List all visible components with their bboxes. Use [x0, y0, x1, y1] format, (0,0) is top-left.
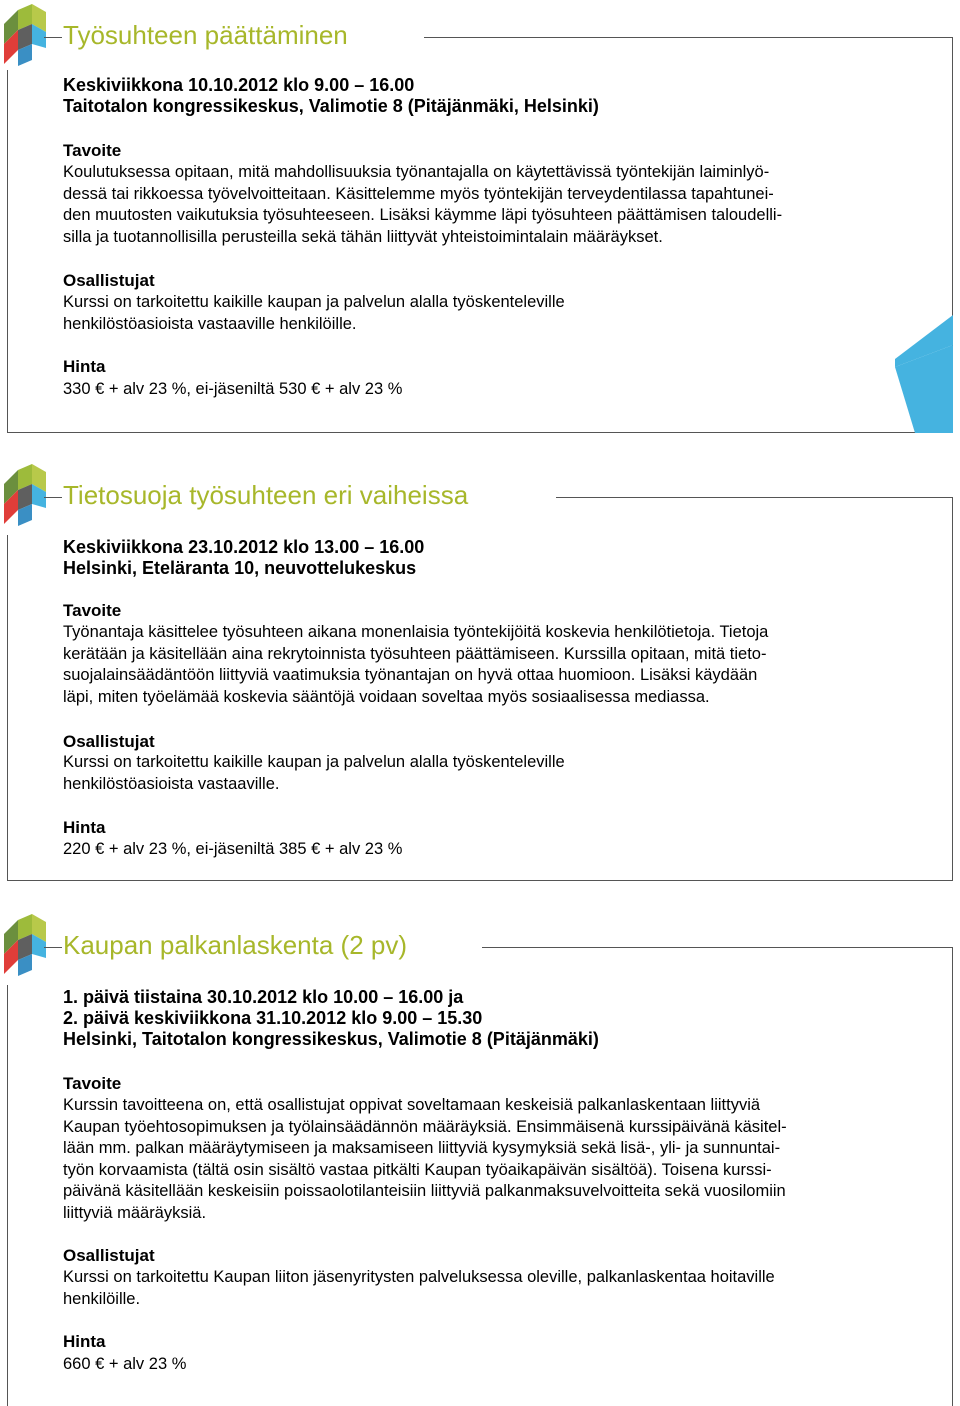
price-label: Hinta [63, 818, 106, 837]
goal-line: Koulutuksessa opitaan, mitä mahdollisuuksia työnantajalla on käytettävissä työntekijän laiminlyö- [63, 163, 770, 181]
goal-line: dessä tai rikkoessa työvelvoitteitaan. Käsittelemme myös työntekijän terveydentilassa tapahtunei- [63, 184, 774, 203]
course-frame-left [7, 535, 8, 881]
participants-label: Osallistujat [63, 271, 155, 290]
course-header [63, 75, 599, 117]
goal-label: Tavoite [63, 601, 122, 620]
course-frame-left [7, 985, 8, 1406]
course-title: Tietosuoja työsuhteen eri vaiheissa [63, 480, 469, 510]
goal-line: läpi, miten työelämää koskevia sääntöjä voidaan soveltaa myös sosiaalisessa mediassa. [63, 687, 710, 706]
goal-line: lään mm. palkan määräytymiseen ja maksamiseen liittyviä kysymyksiä sekä lisä-, yli- ja sunnuntai- [63, 1139, 781, 1158]
course-date: Keskiviikkona 10.10.2012 klo 9.00 – 16.00 [63, 75, 415, 95]
course-1 [0, 0, 960, 440]
course-location: Helsinki, Eteläranta 10, neuvottelukeskus [63, 558, 417, 578]
goal-line: Kaupan työehtosopimuksen ja työlainsäädännön määräyksiä. Ensimmäisenä kurssipäivänä käsitel- [63, 1117, 787, 1136]
price-label: Hinta [63, 357, 106, 376]
course-header [63, 537, 424, 579]
price-text: 220 € + alv 23 %, ei-jäseniltä 385 € + alv 23 % [63, 840, 403, 858]
course-frame-left [7, 70, 8, 433]
course-header [63, 987, 599, 1050]
participants-text [63, 1267, 775, 1310]
participants-line: henkilöille. [63, 1289, 141, 1308]
participants-line: henkilöstöasioista vastaaville henkilöille. [63, 314, 357, 333]
participants-label: Osallistujat [63, 732, 155, 751]
course-title: Työsuhteen päättäminen [63, 20, 348, 50]
goal-label: Tavoite [63, 141, 122, 160]
goal-line: suojalainsäädäntöön liittyviä vaatimuksia työnantajan on hyvä ottaa huomioon. Lisäksi käydään [63, 666, 758, 685]
participants-text [63, 752, 565, 795]
goal-line: Työnantaja käsittelee työsuhteen aikana monenlaisia työntekijöitä koskevia henkilötietoja. Tietoja [63, 623, 769, 641]
price-text: 660 € + alv 23 % [63, 1355, 187, 1373]
goal-line: kerätään ja käsitellään aina rekrytoinnista työsuhteen päättämiseen. Kurssilla opitaan, mitä tieto- [63, 644, 767, 663]
course-date: 2. päivä keskiviikkona 31.10.2012 klo 9.00 – 15.30 [63, 1008, 483, 1028]
corner-decoration-icon [895, 315, 953, 433]
goal-line: liittyviä määräyksiä. [63, 1203, 207, 1222]
participants-line: Kurssi on tarkoitettu kaikille kaupan ja palvelun alalla työskenteleville [63, 293, 565, 311]
participants-text [63, 292, 565, 335]
course-date: Keskiviikkona 23.10.2012 klo 13.00 – 16.00 [63, 537, 425, 557]
participants-line: henkilöstöasioista vastaaville. [63, 774, 280, 793]
goal-line: työn korvaamista (tältä osin sisältö vastaa pitkälti Kaupan työaikapäivän sisältöä). Toisena kurssi- [63, 1160, 772, 1179]
course-3 [0, 910, 960, 1406]
goal-line: silla ja tuotannollisilla perusteilla sekä tähän liittyvät yhteistoimintalain määräykset. [63, 227, 663, 246]
price-text: 330 € + alv 23 %, ei-jäseniltä 530 € + alv 23 % [63, 380, 403, 398]
participants-label: Osallistujat [63, 1246, 155, 1265]
goal-label: Tavoite [63, 1074, 122, 1093]
participants-line: Kurssi on tarkoitettu kaikille kaupan ja palvelun alalla työskenteleville [63, 753, 565, 771]
goal-text [63, 162, 782, 248]
participants-line: Kurssi on tarkoitettu Kaupan liiton jäsenyritysten palveluksessa oleville, palkanlaskentaa hoitaville [63, 1268, 775, 1286]
course-location: Taitotalon kongressikeskus, Valimotie 8 (Pitäjänmäki, Helsinki) [63, 96, 599, 116]
goal-line: Kurssin tavoitteena on, että osallistujat oppivat soveltamaan keskeisiä palkanlaskentaan liittyviä [63, 1096, 761, 1114]
price-label: Hinta [63, 1332, 106, 1351]
course-2 [0, 460, 960, 890]
goal-text [63, 622, 768, 708]
goal-line: päivänä käsitellään keskeisiin poissaolotilanteisiin liittyviä palkanmaksuvelvoitteita sekä vuosilomiin [63, 1182, 786, 1201]
course-date: 1. päivä tiistaina 30.10.2012 klo 10.00 – 16.00 ja [63, 987, 464, 1007]
goal-text [63, 1095, 787, 1225]
course-title: Kaupan palkanlaskenta (2 pv) [63, 930, 408, 960]
goal-line: den muutosten vaikutuksia työsuhteeseen. Lisäksi käymme läpi työsuhteen päättämisen taloudelli- [63, 206, 783, 225]
course-location: Helsinki, Taitotalon kongressikeskus, Valimotie 8 (Pitäjänmäki) [63, 1029, 599, 1049]
